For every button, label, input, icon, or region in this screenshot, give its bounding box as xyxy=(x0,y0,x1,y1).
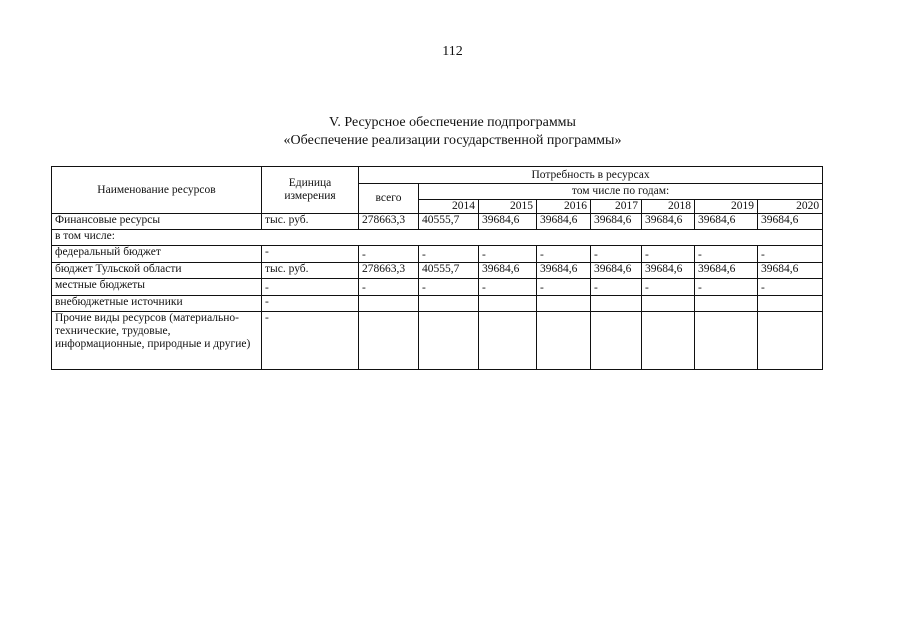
empty-cell xyxy=(537,296,591,312)
row-year-value: 39684,6 xyxy=(591,263,642,279)
header-year: 2019 xyxy=(695,200,758,214)
empty-cell xyxy=(695,296,758,312)
header-need: Потребность в ресурсах xyxy=(359,167,823,184)
empty-cell xyxy=(537,312,591,370)
empty-cell xyxy=(419,312,479,370)
row-unit: - xyxy=(262,246,359,263)
row-unit: тыс. руб. xyxy=(262,263,359,279)
empty-cell xyxy=(642,312,695,370)
table-row xyxy=(52,279,823,296)
row-year-value: 39684,6 xyxy=(537,263,591,279)
title-line-2: «Обеспечение реализации государственной программы» xyxy=(283,133,622,148)
row-year-value: 39684,6 xyxy=(591,214,642,230)
row-year-value: - xyxy=(695,279,758,296)
row-unit: - xyxy=(262,312,359,370)
header-year: 2014 xyxy=(419,200,479,214)
row-year-value: - xyxy=(479,279,537,296)
row-year-value: - xyxy=(419,279,479,296)
empty-cell xyxy=(642,296,695,312)
empty-cell xyxy=(419,296,479,312)
empty-cell xyxy=(695,312,758,370)
row-year-value: 39684,6 xyxy=(537,214,591,230)
row-name: бюджет Тульской области xyxy=(52,263,262,279)
table-row xyxy=(52,214,823,230)
row-year-value: 39684,6 xyxy=(642,263,695,279)
empty-cell xyxy=(359,312,419,370)
table-row xyxy=(52,246,823,263)
empty-cell xyxy=(758,312,823,370)
row-year-value: - xyxy=(695,246,758,263)
row-year-value: - xyxy=(419,246,479,263)
row-year-value: 39684,6 xyxy=(479,263,537,279)
row-year-value: - xyxy=(642,279,695,296)
header-name: Наименование ресурсов xyxy=(52,167,262,214)
row-name: Финансовые ресурсы xyxy=(52,214,262,230)
row-name: Прочие виды ресурсов (материально-технические, трудовые, информационные, природные и другие) xyxy=(52,312,262,370)
header-year: 2015 xyxy=(479,200,537,214)
row-year-value: - xyxy=(758,246,823,263)
section-title xyxy=(0,114,905,150)
row-total: - xyxy=(359,246,419,263)
empty-cell xyxy=(479,296,537,312)
table-row xyxy=(52,263,823,279)
row-year-value: - xyxy=(479,246,537,263)
row-name: федеральный бюджет xyxy=(52,246,262,263)
table-row xyxy=(52,296,823,312)
row-year-value: - xyxy=(537,279,591,296)
row-year-value: 39684,6 xyxy=(479,214,537,230)
empty-cell xyxy=(591,312,642,370)
row-year-value: 40555,7 xyxy=(419,214,479,230)
empty-cell xyxy=(359,296,419,312)
table-row xyxy=(52,312,823,370)
row-unit: - xyxy=(262,296,359,312)
page-number: 112 xyxy=(442,44,463,59)
title-line-1: V. Ресурсное обеспечение подпрограммы xyxy=(329,115,576,130)
table-row xyxy=(52,230,823,246)
row-year-value: - xyxy=(591,279,642,296)
header-by-years: том числе по годам: xyxy=(419,184,823,200)
row-total: - xyxy=(359,279,419,296)
header-unit: Единица измерения xyxy=(262,167,359,214)
empty-cell xyxy=(591,296,642,312)
row-year-value: 39684,6 xyxy=(695,263,758,279)
row-total: 278663,3 xyxy=(359,214,419,230)
row-year-value: - xyxy=(537,246,591,263)
row-unit: - xyxy=(262,279,359,296)
row-year-value: 39684,6 xyxy=(695,214,758,230)
row-year-value: 39684,6 xyxy=(758,214,823,230)
row-year-value: 39684,6 xyxy=(758,263,823,279)
row-year-value: - xyxy=(758,279,823,296)
resource-table xyxy=(51,166,823,370)
row-name: местные бюджеты xyxy=(52,279,262,296)
header-year: 2020 xyxy=(758,200,823,214)
header-year: 2018 xyxy=(642,200,695,214)
header-year: 2017 xyxy=(591,200,642,214)
row-name: внебюджетные источники xyxy=(52,296,262,312)
row-unit: тыс. руб. xyxy=(262,214,359,230)
row-year-value: - xyxy=(591,246,642,263)
row-year-value: - xyxy=(642,246,695,263)
row-year-value: 39684,6 xyxy=(642,214,695,230)
empty-cell xyxy=(479,312,537,370)
header-total: всего xyxy=(359,184,419,214)
header-year: 2016 xyxy=(537,200,591,214)
row-year-value: 40555,7 xyxy=(419,263,479,279)
empty-cell xyxy=(758,296,823,312)
row-total: 278663,3 xyxy=(359,263,419,279)
row-name: в том числе: xyxy=(52,230,823,246)
